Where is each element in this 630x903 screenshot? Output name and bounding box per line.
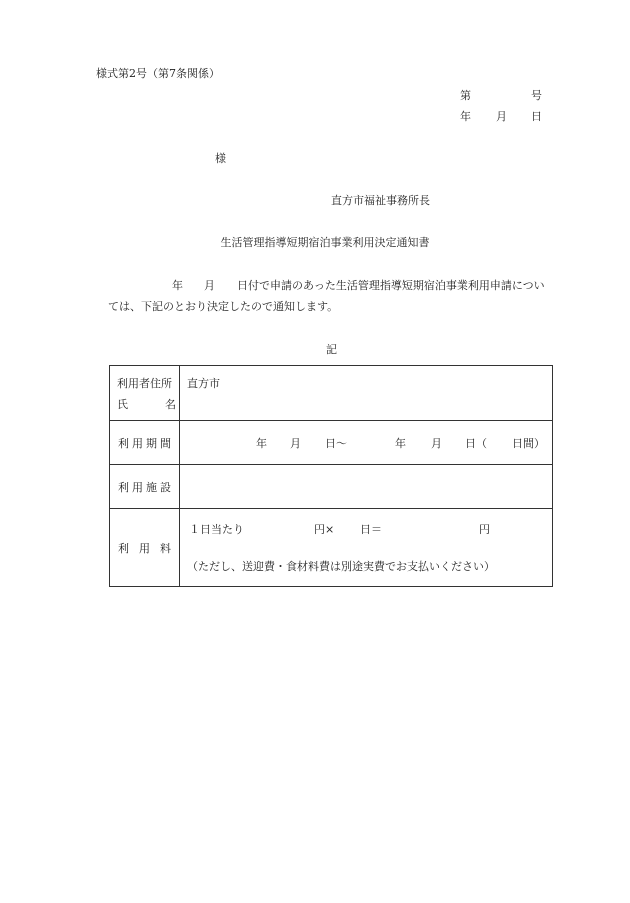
document-title: 生活管理指導短期宿泊事業利用決定通知書 <box>220 236 430 249</box>
address-label: 利用者住所 <box>117 377 172 390</box>
period-year1: 年 <box>256 437 267 450</box>
form-number: 様式第2号（第7条関係） <box>96 67 220 80</box>
period-month1: 月 <box>290 437 301 450</box>
period-day2: 日（ <box>465 437 487 450</box>
address-label-cell <box>110 366 180 421</box>
date-month: 月 <box>496 110 507 123</box>
sender: 直方市福祉事務所長 <box>331 194 430 207</box>
doc-number-dai: 第 <box>460 89 471 102</box>
fee-label <box>110 540 179 556</box>
period-label-char: 利 <box>118 436 129 450</box>
fee-yen: 円 <box>479 523 490 536</box>
fee-label-char: 料 <box>160 541 171 555</box>
ki-heading: 記 <box>326 343 337 356</box>
recipient-suffix: 様 <box>215 152 226 165</box>
fee-label-char: 用 <box>139 541 150 555</box>
name-label-b: 名 <box>165 398 176 411</box>
fee-per-day: １日当たり <box>189 523 244 536</box>
body-line2: ては、下記のとおり決定したので通知します。 <box>108 300 339 313</box>
body-year: 年 <box>172 279 183 292</box>
address-value: 直方市 <box>187 377 220 390</box>
name-label-a: 氏 <box>117 398 128 411</box>
fee-days-eq: 日＝ <box>360 523 382 536</box>
period-year2: 年 <box>395 437 406 450</box>
fee-value-cell <box>180 509 553 587</box>
period-month2: 月 <box>431 437 442 450</box>
facility-label-cell <box>110 465 180 509</box>
doc-number-go: 号 <box>531 89 542 102</box>
body-line1: 日付で申請のあった生活管理指導短期宿泊事業利用申請につい <box>237 279 545 292</box>
facility-label-char: 利 <box>118 480 129 494</box>
table-row-period <box>110 421 553 465</box>
fee-label-cell <box>110 509 180 587</box>
facility-label-char: 設 <box>160 480 171 494</box>
table-row-fee <box>110 509 553 587</box>
facility-label <box>110 479 179 495</box>
date-day: 日 <box>531 110 542 123</box>
facility-value-cell <box>180 465 553 509</box>
period-label-char: 間 <box>160 436 171 450</box>
fee-label-char: 利 <box>118 541 129 555</box>
period-label <box>110 435 179 451</box>
facility-label-char: 施 <box>146 480 157 494</box>
body-month: 月 <box>204 279 215 292</box>
facility-label-char: 用 <box>132 480 143 494</box>
fee-yen-times: 円× <box>314 523 335 536</box>
period-label-cell <box>110 421 180 465</box>
table-row-facility <box>110 465 553 509</box>
period-label-char: 用 <box>132 436 143 450</box>
period-days: 日間） <box>512 437 545 450</box>
fee-note: （ただし、送迎費・食材料費は別途実費でお支払いください） <box>187 560 495 573</box>
table-row-address <box>110 366 553 421</box>
period-value-cell <box>180 421 553 465</box>
period-day1: 日〜 <box>325 437 347 450</box>
details-table <box>109 365 553 587</box>
address-value-cell <box>180 366 553 421</box>
period-label-char: 期 <box>146 436 157 450</box>
date-year: 年 <box>460 110 471 123</box>
